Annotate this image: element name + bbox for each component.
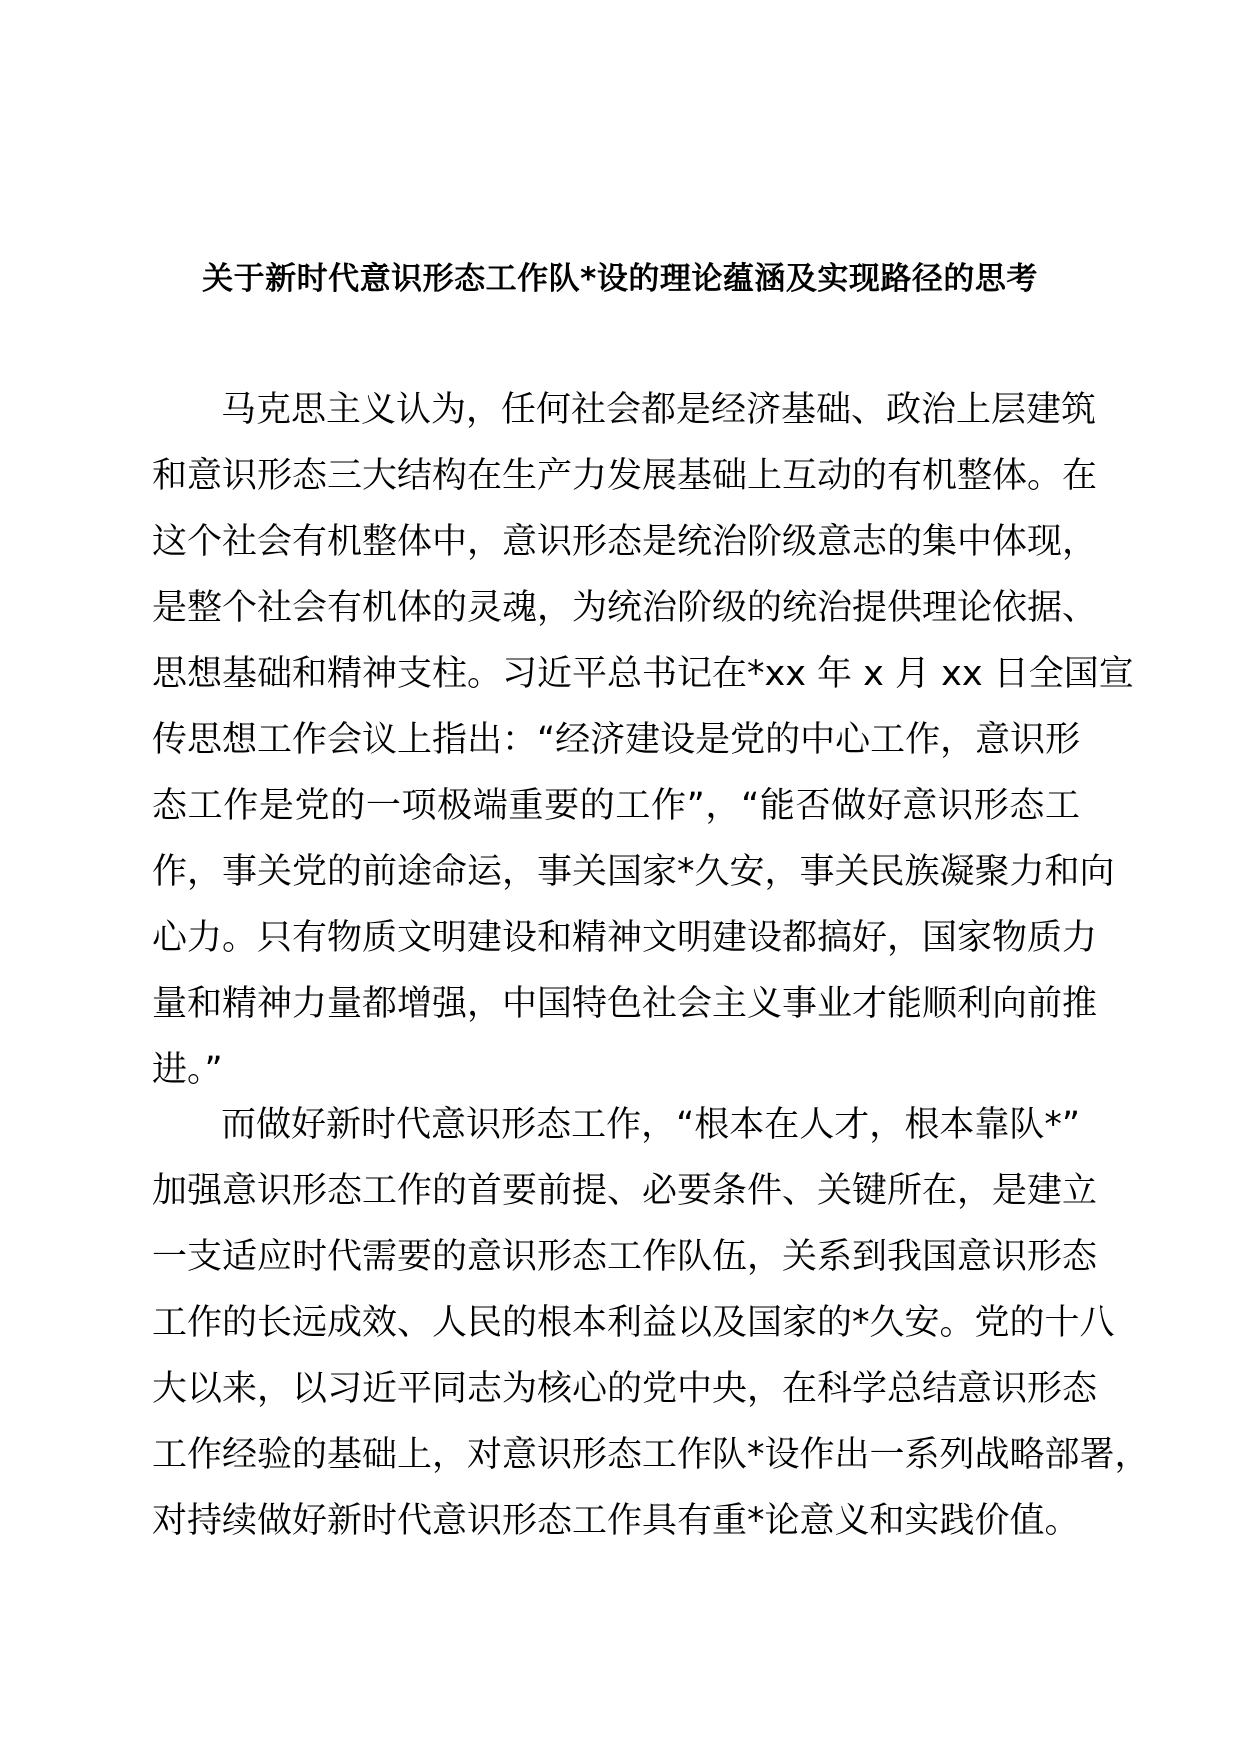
paragraph-2-line: 而做好新时代意识形态工作，“根本在人才，根本靠队*” bbox=[221, 1105, 1080, 1145]
paragraph-2-line: 对持续做好新时代意识形态工作具有重*论意义和实践价值。 bbox=[152, 1501, 1080, 1541]
paragraph-1-line: 心力。只有物质文明建设和精神文明建设都搞好，国家物质力 bbox=[152, 918, 1098, 958]
paragraph-1-line: 马克思主义认为，任何社会都是经济基础、政治上层建筑 bbox=[221, 390, 1097, 430]
paragraph-1-line: 作，事关党的前途命运，事关国家*久安，事关民族凝聚力和向 bbox=[152, 852, 1115, 892]
paragraph-2-line: 加强意识形态工作的首要前提、必要条件、关键所在，是建立 bbox=[152, 1171, 1098, 1211]
paragraph-2-line: 工作的长远成效、人民的根本利益以及国家的*久安。党的十八 bbox=[152, 1303, 1115, 1343]
paragraph-1-line: 传思想工作会议上指出：“经济建设是党的中心工作，意识形 bbox=[152, 720, 1081, 760]
paragraph-1-line: 是整个社会有机体的灵魂，为统治阶级的统治提供理论依据、 bbox=[152, 588, 1098, 628]
paragraph-2-line: 一支适应时代需要的意识形态工作队伍，关系到我国意识形态 bbox=[152, 1237, 1098, 1277]
paragraph-1-line: 和意识形态三大结构在生产力发展基础上互动的有机整体。在 bbox=[152, 456, 1098, 496]
paragraph-1-line: 进。” bbox=[152, 1050, 223, 1090]
paragraph-1-line: 这个社会有机整体中，意识形态是统治阶级意志的集中体现， bbox=[152, 522, 1098, 562]
paragraph-1-line: 思想基础和精神支柱。习近平总书记在*xx 年 x 月 xx 日全国宣 bbox=[152, 654, 1134, 694]
document-title: 关于新时代意识形态工作队*设的理论蕴涵及实现路径的思考 bbox=[202, 261, 1038, 297]
paragraph-2-line: 大以来，以习近平同志为核心的党中央，在科学总结意识形态 bbox=[152, 1369, 1098, 1409]
paragraph-2-line: 工作经验的基础上，对意识形态工作队*设作出一系列战略部署， bbox=[152, 1435, 1150, 1475]
paragraph-1-line: 量和精神力量都增强，中国特色社会主义事业才能顺利向前推 bbox=[152, 984, 1098, 1024]
paragraph-1-line: 态工作是党的一项极端重要的工作”，“能否做好意识形态工 bbox=[152, 786, 1080, 826]
